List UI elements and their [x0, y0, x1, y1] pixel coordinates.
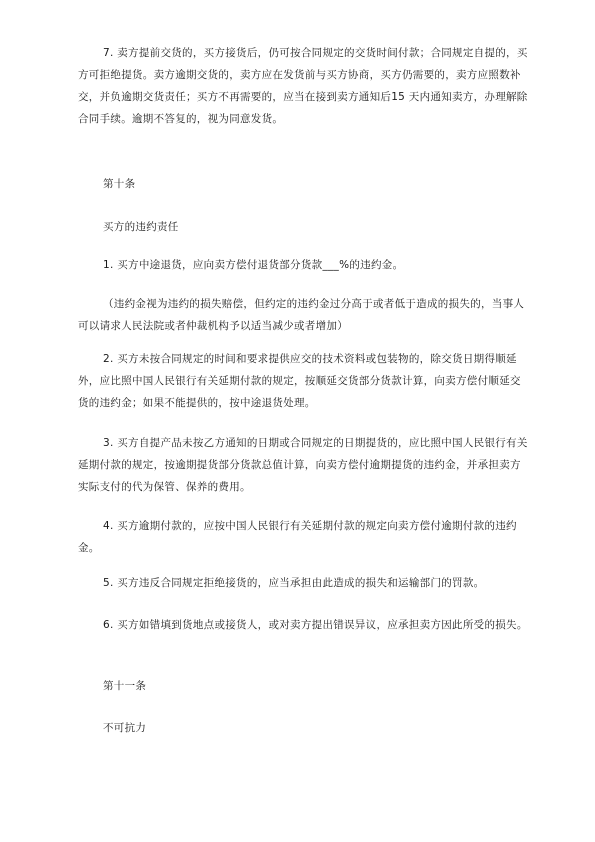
- article-heading-11: 第十一条: [103, 680, 147, 692]
- paragraph-penalty-note: （违约金视为违约的损失赔偿，但约定的违约金过分高于或者低于造成的损失的，当事人可以请求人民法院或者仲裁机构予以适当减少或者增加）: [78, 298, 525, 332]
- article-heading-10: 第十条: [103, 178, 136, 190]
- paragraph-buyer-item-5: 5. 买方违反合同规定拒绝接货的，应当承担由此造成的损失和运输部门的罚款。: [103, 577, 485, 589]
- paragraph-clause-9-item-7: 7. 卖方提前交货的，买方接货后，仍可按合同规定的交货时间付款；合同规定自提的，买方可拒绝提货。卖方逾期交货的，卖方应在发货前与买方协商，买方仍需要的，卖方应照数补交，并负逾期交货责任；买方不再需要的，应当在接到卖方通知后15 天内通知卖方，办理解除合同手续。逾期不答复的，视为同意发货。: [78, 47, 528, 125]
- section-title-buyer-liability: 买方的违约责任: [103, 221, 179, 233]
- section-title-force-majeure: 不可抗力: [103, 722, 147, 734]
- paragraph-buyer-item-2: 2. 买方未按合同规定的时间和要求提供应交的技术资料或包装物的，除交货日期得顺延外，应比照中国人民银行有关延期付款的规定，按顺延交货部分货款计算，向卖方偿付顺延交货的违约金；如果不能提供的，按中途退货处理。: [78, 353, 521, 409]
- paragraph-buyer-item-4: 4. 买方逾期付款的，应按中国人民银行有关延期付款的规定向卖方偿付逾期付款的违约金。: [78, 520, 517, 554]
- paragraph-buyer-item-6: 6. 买方如错填到货地点或接货人，或对卖方提出错误异议，应承担卖方因此所受的损失。: [103, 619, 528, 631]
- paragraph-buyer-item-3: 3. 买方自提产品未按乙方通知的日期或合同规定的日期提货的，应比照中国人民银行有关延期付款的规定，按逾期提货部分货款总值计算，向卖方偿付逾期提货的违约金，并承担卖方实际支付的代为保管、保养的费用。: [78, 437, 528, 493]
- paragraph-buyer-item-1: 1. 买方中途退货，应向卖方偿付退货部分货款___%的违约金。: [103, 259, 404, 271]
